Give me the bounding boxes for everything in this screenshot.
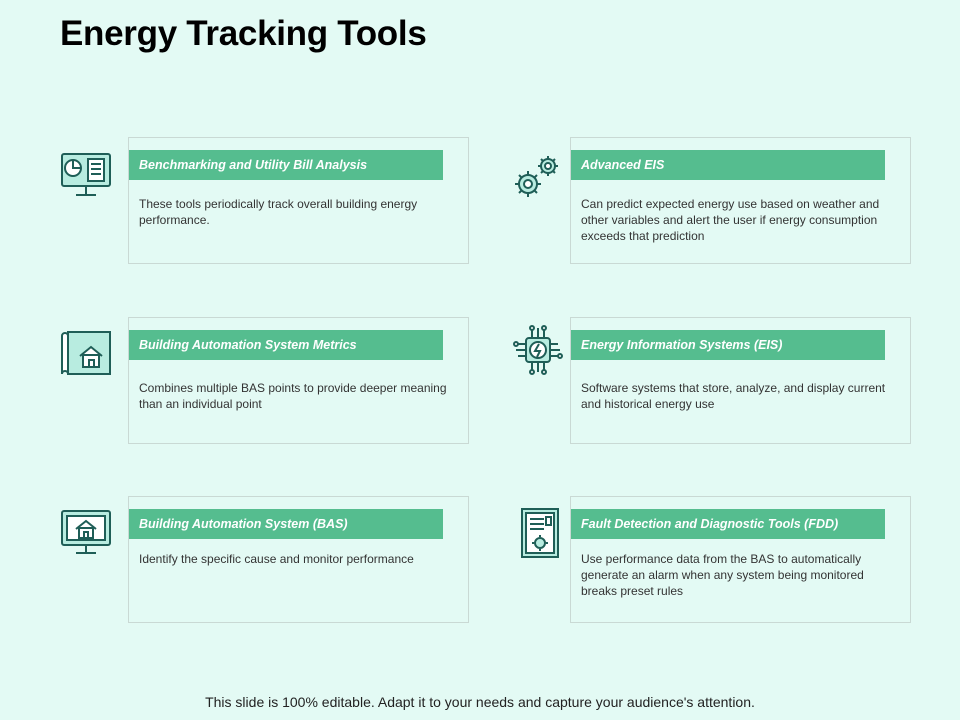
card-eis bbox=[570, 317, 911, 444]
gears-icon bbox=[508, 150, 564, 206]
blueprint-house-icon bbox=[58, 326, 114, 382]
circuit-energy-icon bbox=[510, 322, 566, 378]
footer-note: This slide is 100% editable. Adapt it to your needs and capture your audience's attention. bbox=[205, 694, 755, 710]
card-heading: Energy Information Systems (EIS) bbox=[571, 330, 885, 360]
card-text: Software systems that store, analyze, and display current and historical energy use bbox=[581, 381, 886, 411]
card-text: Identify the specific cause and monitor performance bbox=[139, 552, 414, 566]
card-text: Combines multiple BAS points to provide deeper meaning than an individual point bbox=[139, 381, 447, 411]
card-heading: Building Automation System (BAS) bbox=[129, 509, 443, 539]
card-text: Can predict expected energy use based on weather and other variables and alert the user if energy consumption exceeds that prediction bbox=[581, 197, 880, 243]
card-advanced-eis bbox=[570, 137, 911, 264]
card-heading: Benchmarking and Utility Bill Analysis bbox=[129, 150, 443, 180]
card-benchmarking bbox=[128, 137, 469, 264]
document-gear-icon bbox=[512, 505, 568, 561]
card-bas bbox=[128, 496, 469, 623]
monitor-chart-icon bbox=[58, 148, 114, 204]
card-heading: Advanced EIS bbox=[571, 150, 885, 180]
card-heading: Building Automation System Metrics bbox=[129, 330, 443, 360]
card-heading: Fault Detection and Diagnostic Tools (FDD) bbox=[571, 509, 885, 539]
page-title: Energy Tracking Tools bbox=[60, 14, 427, 53]
card-bas-metrics bbox=[128, 317, 469, 444]
card-text: Use performance data from the BAS to automatically generate an alarm when any system being monitored breaks preset rules bbox=[581, 552, 864, 598]
card-fdd bbox=[570, 496, 911, 623]
card-text: These tools periodically track overall building energy performance. bbox=[139, 197, 418, 227]
monitor-house-icon bbox=[58, 505, 114, 561]
